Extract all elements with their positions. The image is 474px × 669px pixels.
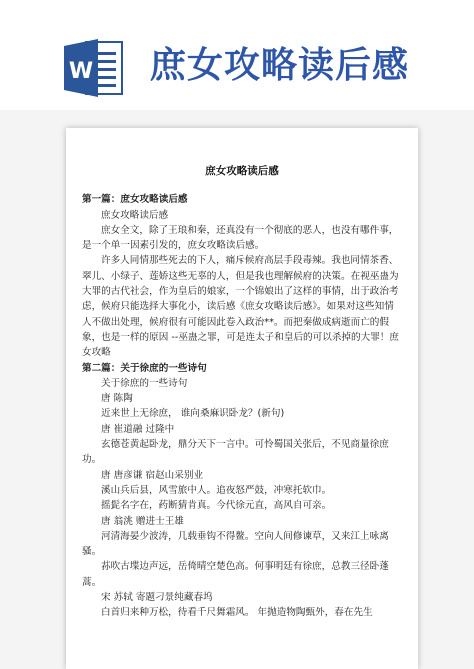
document-content bbox=[82, 164, 402, 621]
document-title: 庶女攻略读后感 bbox=[205, 165, 279, 177]
section-heading: 第一篇：庶女攻略读后感 bbox=[82, 194, 188, 206]
word-icon-letter: W bbox=[68, 59, 94, 84]
paragraph: 关于徐庶的一些诗句 bbox=[101, 377, 188, 389]
section-heading: 第二篇：关于徐庶的一些诗句 bbox=[82, 362, 207, 374]
paragraph: 许多人同情那些死去的下人，痛斥候府高层手段毒辣。我也同情茶香、翠儿、小绿子、莲娇这些无辜的人，但是我也理解候府的决策。在视巫蛊为大罪的古代社会，作为皇后的娘家，一个锦娘出了这样的事情，出于政治考虑，候府只能选择大事化小，读后感《庶女攻略读后感》。如果对这些知情人不做出处理，候府很有可能因此卷入政治**。而把秦做成病逝而亡的假象，也是一样的原因 --巫蛊之罪，可是连太子和皇后的可以杀掉的大罪！庶女攻略 bbox=[82, 255, 399, 359]
paragraph: 庶女全文，除了王琅和秦，还真没有一个彻底的恶人，也没有哪件事，是一个单一因素引发的，庶女攻略读后感。 bbox=[82, 224, 399, 252]
banner bbox=[0, 0, 474, 108]
paragraph: 唐 陈陶 bbox=[101, 393, 133, 405]
paragraph: 溪山兵后县，风雪旅中人。追夜怒严鼓，冲寒托软巾。 bbox=[101, 484, 332, 496]
paragraph: 庶女攻略读后感 bbox=[101, 209, 169, 221]
paragraph: 近来世上无徐庶， 谁向桑麻识卧龙？(新句) bbox=[101, 408, 285, 420]
paragraph: 河清海晏少波涛，几载垂钩不得鳌。空向人间修谏草，又来江上咏离骚。 bbox=[82, 530, 389, 558]
paragraph: 唐 崔道融 过隆中 bbox=[101, 423, 175, 435]
document-page bbox=[66, 128, 418, 669]
banner-title: 庶女攻略读后感 bbox=[150, 45, 410, 86]
paragraph: 宋 苏轼 寄题刁景纯藏春坞 bbox=[101, 592, 213, 604]
paragraph: 荪吹古堞边声远，岳倚晴空楚色高。何事明廷有徐庶，总教三径卧蓬蒿。 bbox=[82, 561, 389, 588]
paragraph-list bbox=[82, 192, 402, 620]
paragraph: 唐 唐彦谦 宿赵山采别业 bbox=[101, 469, 204, 481]
paragraph: 玄德苍黄起卧龙，鼎分天下一言中。可怜蜀国关张后，不见商量徐庶功。 bbox=[82, 439, 389, 466]
paragraph: 唐 翁洮 赠进士王雄 bbox=[101, 515, 184, 527]
paragraph: 摇髭名字在，药断猜肯真。今代徐元直，高风自可亲。 bbox=[101, 500, 332, 512]
paragraph: 白首归来种万松，待看千尺舞霜风。 年抛造物陶甄外，春在先生 bbox=[101, 607, 373, 619]
word-icon bbox=[62, 36, 126, 100]
